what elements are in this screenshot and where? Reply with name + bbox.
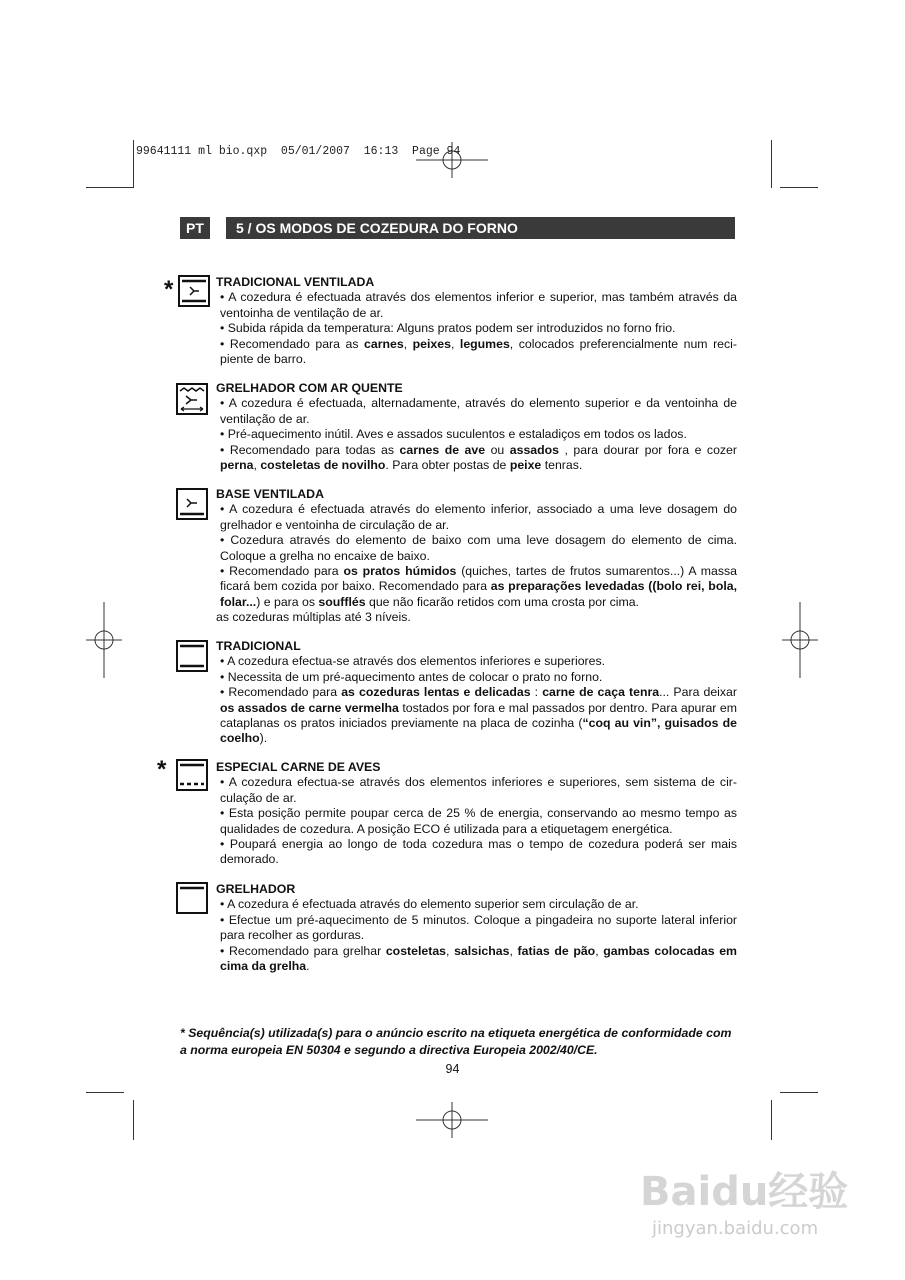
paragraph: • A cozedura efectua-se através dos elementos inferiores e superiores, sem sistema de cir-culação de ar. [220,775,737,805]
section-especial-carne-aves [216,760,737,868]
paragraph: • Efectue um pré-aquecimento de 5 minutos. Coloque a pingadeira no suporte lateral inferior para recolher as gorduras. [220,912,738,943]
bullet-icon: • [220,912,225,927]
bullet-icon: • [220,685,225,700]
section-tradicional-ventilada [216,275,737,367]
bullet-icon: • [220,502,225,517]
paragraph: • Recomendado para as cozeduras lentas e delicadas : carne de caça tenra... Para deixar os assados de carne vermelha tostados por fora e mal passados por dentro. Para apurar em cataplanas os pratos iniciados previamente na placa de cozinha (“coq au vin”, guisados de coelho). [220,685,738,746]
paragraph: • A cozedura é efectuada através dos elementos inferior e superior, mas também através da ventoinha de ventilação de ar. [220,290,737,320]
section-grelhador [216,882,737,974]
paragraph: • A cozedura efectua-se através dos elementos inferiores e superiores. [220,654,606,669]
registration-mark-right [780,602,820,678]
section-title: BASE VENTILADA [216,487,324,501]
bullet-icon: • [220,806,225,821]
section-tradicional [216,639,737,747]
section-title: GRELHADOR COM AR QUENTE [216,381,403,395]
paragraph: • A cozedura é efectuada, alternadamente, através do elemento superior e da ventoinha de ventilação de ar. [220,396,737,426]
oven-grill-fan-icon [176,383,208,415]
crop-mark [133,1100,134,1140]
section-title: TRADICIONAL VENTILADA [216,275,375,289]
bullet-icon: • [220,943,225,958]
section-base-ventilada [216,487,737,626]
bullet-icon: • [220,290,225,305]
paragraph: • A cozedura é efectuada através do elemento superior sem circulação de ar. [220,897,639,912]
bullet-icon: • [220,897,225,912]
registration-mark-bottom [416,1100,488,1140]
bullet-icon: • [220,321,225,336]
section-grelhador-ar-quente [216,381,737,473]
chapter-title: 5 / OS MODOS DE COZEDURA DO FORNO [226,217,735,239]
paragraph: • Cozedura através do elemento de baixo com uma leve dosagem do elemento de cima. Coloque a grelha no encaixe de baixo. [220,533,737,563]
paragraph: • Subida rápida da temperatura: Alguns pratos podem ser introduzidos no forno frio. [220,321,676,336]
energy-label-star: * [164,276,174,303]
energy-label-star: * [157,756,167,783]
crop-mark [780,1092,818,1093]
paragraph: as cozeduras múltiplas até 3 níveis. [216,610,411,625]
paragraph: • Poupará energia ao longo de toda cozedura mas o tempo de cozedura poderá ser mais demorado. [220,837,737,867]
crop-mark [780,187,818,188]
bullet-icon: • [220,336,225,351]
oven-fan-bottom-icon [176,488,208,520]
paragraph: • Recomendado para todas as carnes de ave ou assados , para dourar por fora e cozer perna, costeletas de novilho. Para obter postas de peixe tenras. [220,442,737,473]
registration-mark-left [84,602,124,678]
paragraph: • Recomendado para as carnes, peixes, legumes, colocados preferencialmente num reci-piente de barro. [220,336,737,367]
page-number: 94 [445,1062,460,1076]
crop-mark [86,1092,124,1093]
watermark-logo: Baidu经验 [640,1169,849,1215]
paragraph: • Necessita de um pré-aquecimento antes de colocar o prato no forno. [220,669,603,684]
oven-grill-icon [176,882,208,914]
crop-mark [133,140,134,188]
paragraph: • Esta posição permite poupar cerca de 25 % de energia, conservando ao mesmo tempo as qualidades de cozedura. A posição ECO é utilizada para a etiquetagem energética. [220,806,737,836]
crop-mark [771,140,772,188]
paragraph: • Recomendado para grelhar costeletas, salsichas, fatias de pão, gambas colocadas em cima da grelha. [220,943,737,974]
paragraph: • Recomendado para os pratos húmidos (quiches, tartes de frutos sumarentos...) A massa ficará bem cozida por baixo. Recomendado para as preparações levedadas ((bolo rei, bola, folar...) e para os soufflés que não ficarão retidos com uma crosta por cima. [220,564,738,609]
oven-fan-bottom-top-icon [178,275,210,307]
oven-top-bottom-icon [176,640,208,672]
section-title: GRELHADOR [216,882,296,896]
paragraph: • Pré-aquecimento inútil. Aves e assados suculentos e estaladiços em todos os lados. [220,427,687,442]
bullet-icon: • [220,669,225,684]
section-title: ESPECIAL CARNE DE AVES [216,760,381,774]
language-tag: PT [180,217,210,239]
print-header: 99641111 ml bio.qxp 05/01/2007 16:13 Page 94 [136,145,461,158]
crop-mark [771,1100,772,1140]
bullet-icon: • [220,396,225,411]
section-title: TRADICIONAL [216,639,301,653]
watermark-url: jingyan.baidu.com [652,1218,819,1239]
bullet-icon: • [220,654,225,669]
bullet-icon: • [220,427,225,442]
bullet-icon: • [220,533,225,548]
bullet-icon: • [220,775,225,790]
paragraph: • A cozedura é efectuada através do elemento inferior, associado a uma leve dosagem do grelhador e ventoinha de circulação de ar. [220,502,737,532]
bullet-icon: • [220,837,225,852]
footnote: * Sequência(s) utilizada(s) para o anúncio escrito na etiqueta energética de conformidade com a norma europeia EN 50304 e segundo a directiva Europeia 2002/40/CE. [180,1026,732,1057]
oven-eco-icon [176,759,208,791]
bullet-icon: • [220,442,225,457]
crop-mark [86,187,134,188]
bullet-icon: • [220,564,225,579]
